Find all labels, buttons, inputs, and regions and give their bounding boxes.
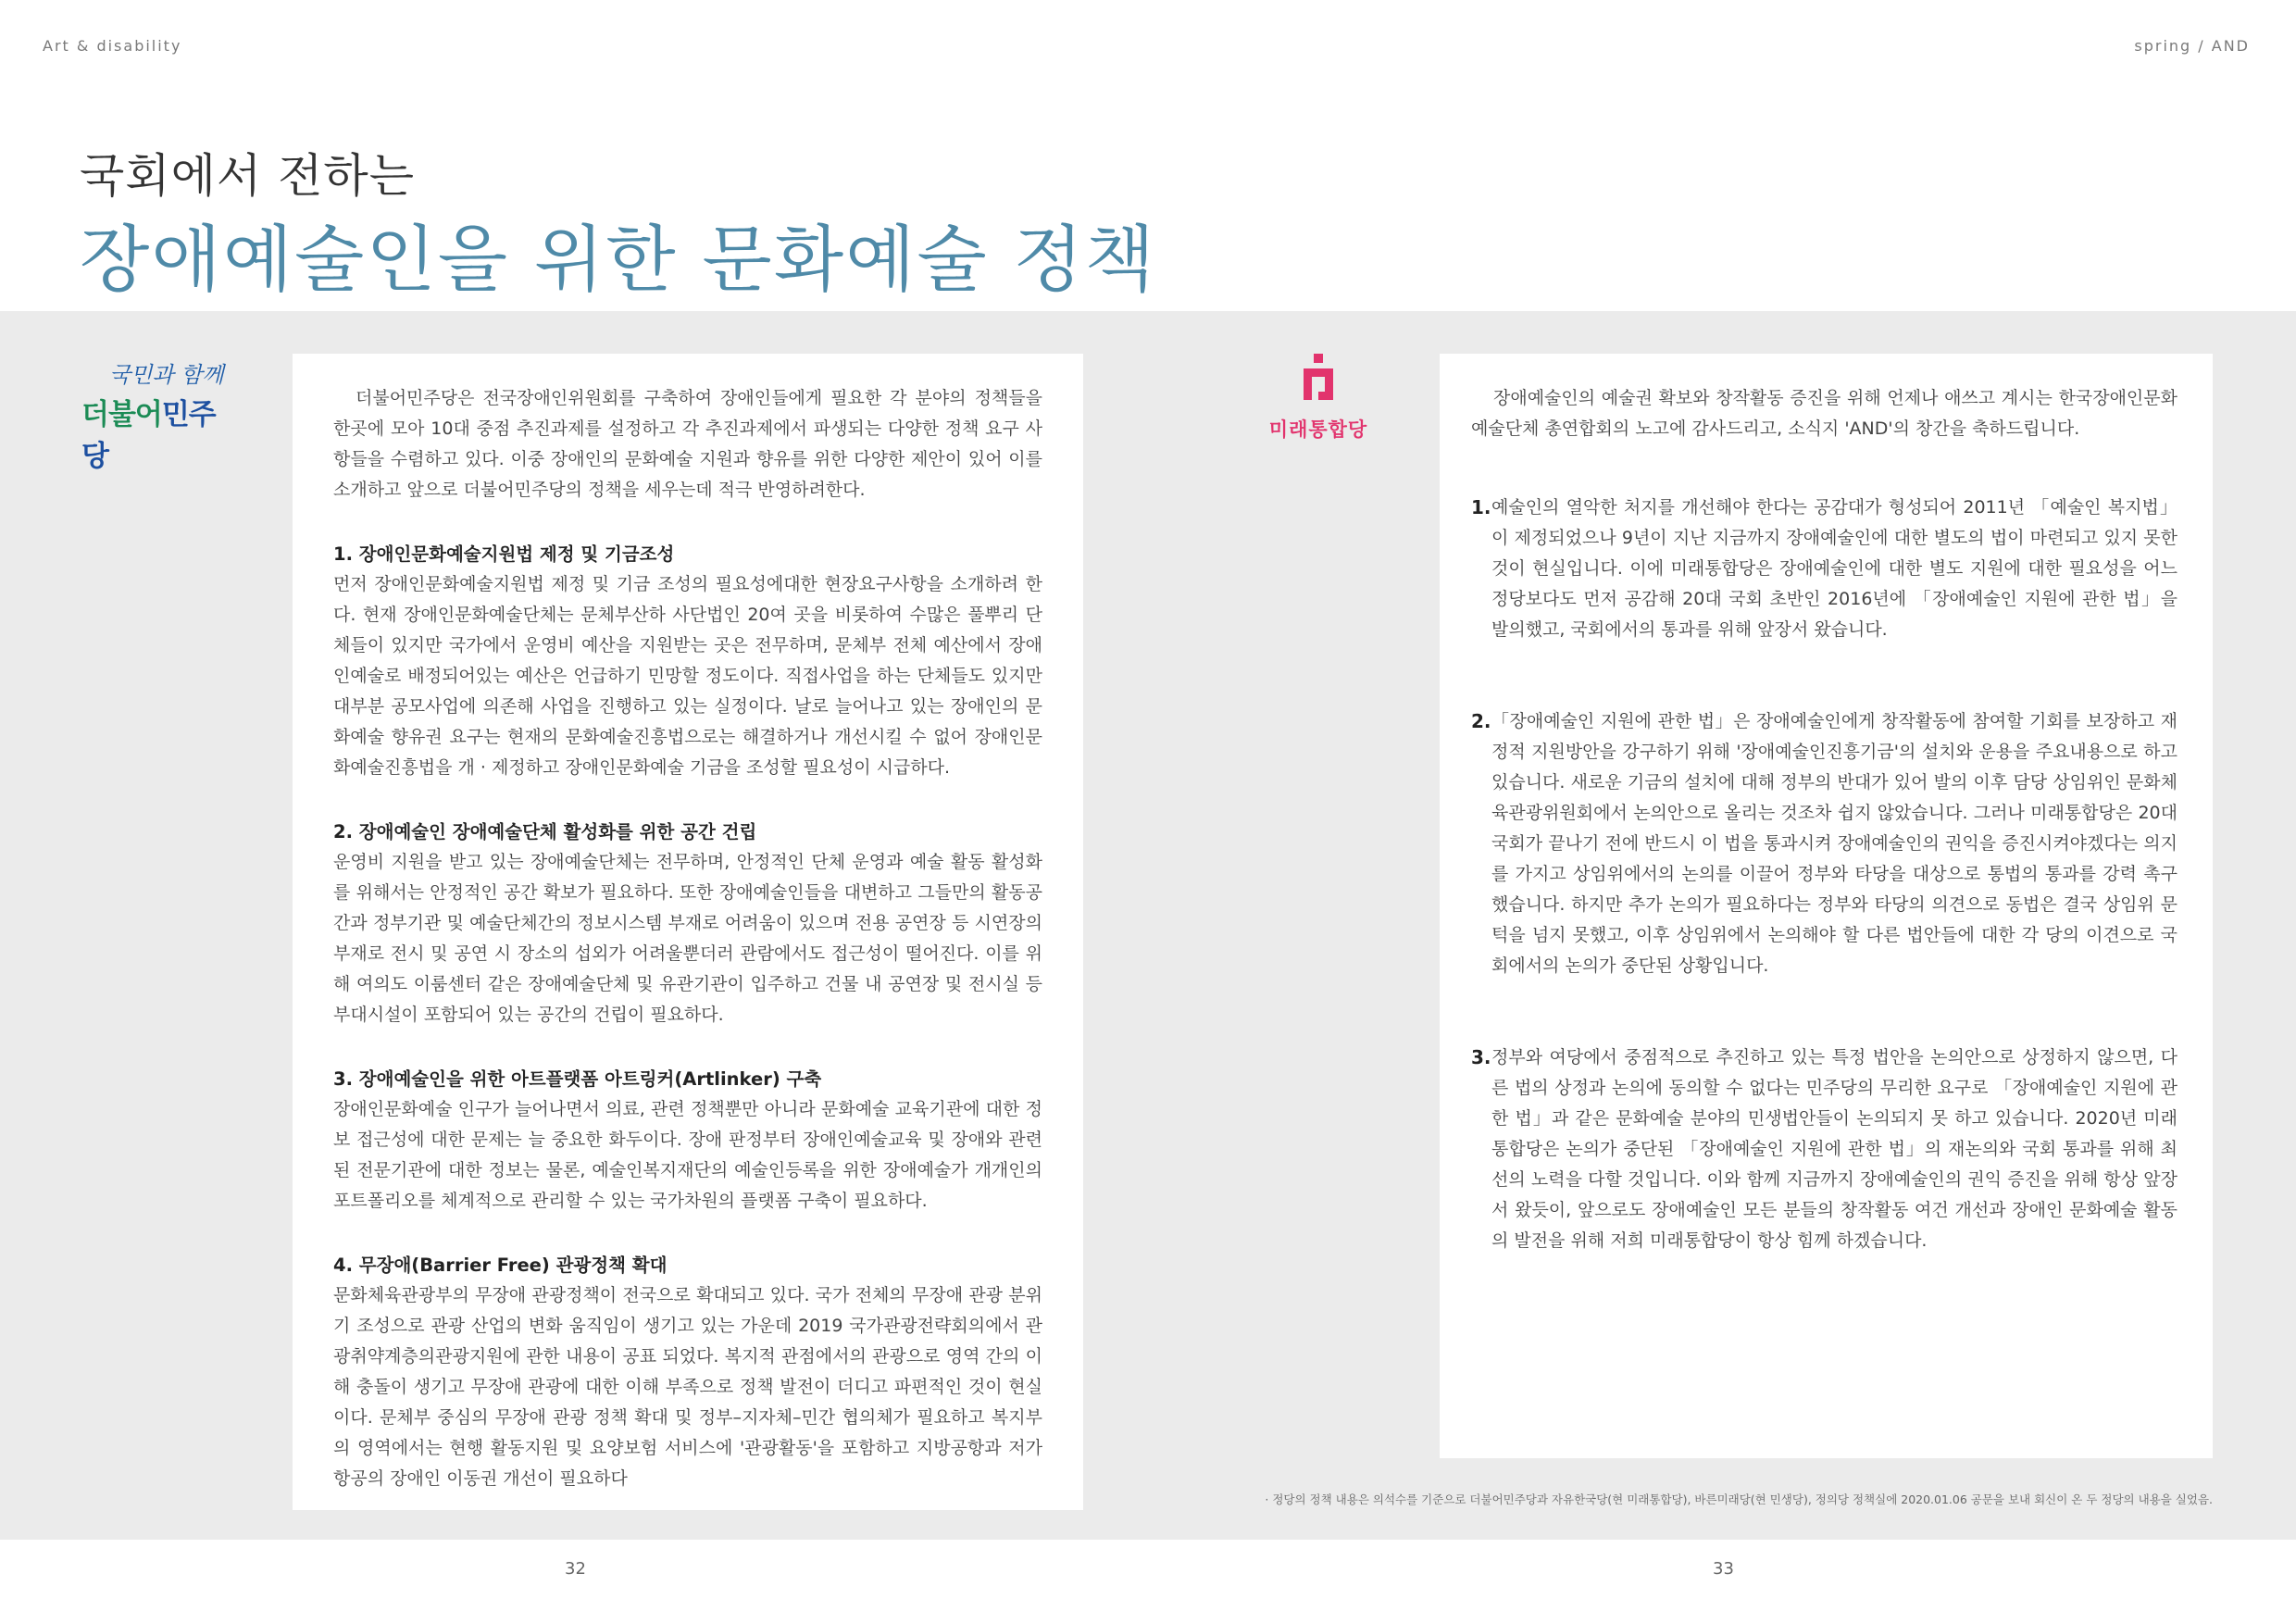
- article-title: 장애예술인을 위한 문화예술 정책: [80, 218, 1157, 302]
- article-subtitle: 국회에서 전하는: [80, 149, 415, 203]
- united-future-party-panel: [1440, 354, 2213, 1458]
- democratic-party-panel: [293, 354, 1083, 1510]
- section-body: 먼저 장애인문화예술지원법 제정 및 기금 조성의 필요성에대한 현장요구사항을 소개하려 한다. 현재 장애인문화예술단체는 문체부산하 사단법인 20여 곳을 비롯하여 수많은 풀뿌리 단체들이 있지만 국가에서 운영비 예산을 지원받는 곳은 전무하며, 문체부 전체 예산에서 장애인예술로 배정되어있는 예산은 언급하기 민망할 정도이다. 직접사업을 하는 단체들도 있지만 대부분 공모사업에 의존해 사업을 진행하고 있는 실정이다. 날로 늘어나고 있는 장애인의 문화예술 향유권 요구는 현재의 문화예술진흥법으로는 해결하거나 개선시킬 수 없어 장애인문화예술진흥법을 개 · 제정하고 장애인문화예술 기금을 조성할 필요성이 시급하다.: [333, 574, 1042, 778]
- party-emblem-icon: [1298, 354, 1339, 409]
- section-body: 장애인문화예술 인구가 늘어나면서 의료, 관련 정책뿐만 아니라 문화예술 교육기관에 대한 정보 접근성에 대한 문제는 늘 중요한 화두이다. 장애 판정부터 장애인예술교육 및 장애와 관련된 전문기관에 대한 정보는 물론, 예술인복지재단의 예술인등록을 위한 장애예술가 개개인의 포트폴리오를 체계적으로 관리할 수 있는 국가차원의 플랫폼 구축이 필요하다.: [333, 1099, 1042, 1211]
- section-heading: 2. 장애예술인 장애예술단체 활성화를 위한 공간 건립: [333, 821, 757, 843]
- section-heading: 3. 장애예술인을 위한 아트플랫폼 아트링커(Artlinker) 구축: [333, 1068, 822, 1090]
- democratic-party-logo: [81, 356, 235, 474]
- item-body: 정부와 여당에서 중점적으로 추진하고 있는 특정 법안을 논의안으로 상정하지 않으면, 다른 법의 상정과 논의에 동의할 수 없다는 민주당의 무리한 요구로 「장애예술인 지원에 관한 법」과 같은 문화예술 분야의 민생법안들이 논의되지 못 하고 있습니다. 2020년 미래통합당은 논의가 중단된 「장애예술인 지원에 관한 법」의 재논의와 국회 통과를 위해 최선의 노력을 다할 것입니다. 이와 함께 지금까지 장애예술인의 권익 증진을 위해 항상 앞장서 왔듯이, 앞으로도 장애예술인 모든 분들의 창작활동 여건 개선과 장애인 문화예술 활동의 발전을 위해 저희 미래통합당이 항상 힘께 하겠습니다.: [1491, 1047, 2177, 1251]
- item-number: 3.: [1471, 1046, 1491, 1068]
- logo-name: 미래통합당: [1268, 419, 1368, 441]
- item-number: 2.: [1471, 710, 1491, 732]
- logo-script: 국민과 함께: [109, 362, 224, 388]
- section-heading: 1. 장애인문화예술지원법 제정 및 기금조성: [333, 543, 675, 565]
- section-heading: 4. 무장애(Barrier Free) 관광정책 확대: [333, 1255, 668, 1276]
- item-body: 「장애예술인 지원에 관한 법」은 장애예술인에게 창작활동에 참여할 기회를 보장하고 재정적 지원방안을 강구하기 위해 '장애예술인진흥기금'의 설치와 운용을 주요내용으로 하고 있습니다. 새로운 기금의 설치에 대해 정부의 반대가 있어 발의 이후 담당 상임위인 문화체육관광위원회에서 논의안으로 올리는 것조차 쉽지 않았습니다. 그러나 미래통합당은 20대 국회가 끝나기 전에 반드시 이 법을 통과시켜 장애예술인의 권익을 증진시켜야겠다는 의지를 가지고 상임위에서의 논의를 이끌어 정부와 타당을 대상으로 통법의 통과를 강력 촉구했습니다. 하지만 추가 논의가 필요하다는 정부와 타당의 의견으로 동법은 결국 상임위 문턱을 넘지 못했고, 이후 상임위에서 논의해야 할 다른 법안들에 대한 각 당의 이견으로 국회에서의 논의가 중단된 상황입니다.: [1491, 711, 2177, 976]
- logo-name-part-a: 더불어: [81, 398, 162, 431]
- united-future-party-logo: [1263, 354, 1374, 443]
- intro-paragraph: 장애예술인의 예술권 확보와 창작활동 증진을 위해 언제나 애쓰고 계시는 한국장애인문화예술단체 총연합회의 노고에 감사드리고, 소식지 'AND'의 창간을 축하드립니다.: [1471, 388, 2177, 439]
- page-number-right: 33: [1713, 1559, 1734, 1579]
- numbered-item: [1471, 493, 2177, 645]
- logo-name: [81, 391, 235, 474]
- running-header-left: Art & disability: [43, 37, 182, 55]
- intro-paragraph: 더불어민주당은 전국장애인위원회를 구축하여 장애인들에게 필요한 각 분야의 정책들을 한곳에 모아 10대 중점 추진과제를 설정하고 각 추진과제에서 파생되는 다양한 정책 요구 사항들을 수렴하고 있다. 이중 장애인의 문화예술 지원과 향유를 위한 다양한 제안이 있어 이를 소개하고 앞으로 더불어민주당의 정책을 세우는데 적극 반영하려한다.: [333, 388, 1042, 500]
- numbered-item: [1471, 1042, 2177, 1256]
- footnote: · 정당의 정책 내용은 의석수를 기준으로 더불어민주당과 자유한국당(현 미래통합당), 바른미래당(현 민생당), 정의당 정책실에 2020.01.06 공문을 보내 회신이 온 두 정당의 내용을 실었음.: [1265, 1492, 2213, 1506]
- section-body: 운영비 지원을 받고 있는 장애예술단체는 전무하며, 안정적인 단체 운영과 예술 활동 활성화를 위해서는 안정적인 공간 확보가 필요하다. 또한 장애예술인들을 대변하고 그들만의 활동공간과 정부기관 및 예술단체간의 정보시스템 부재로 어려움이 있으며 전용 공연장 등 시연장의 부재로 전시 및 공연 시 장소의 섭외가 어려울뿐더러 관람에서도 접근성이 떨어진다. 이를 위해 여의도 이룸센터 같은 장애예술단체 및 유관기관이 입주하고 건물 내 공연장 및 전시실 등 부대시설이 포함되어 있는 공간의 건립이 필요하다.: [333, 852, 1042, 1025]
- running-header-right: spring / AND: [2134, 37, 2250, 55]
- logo-name-part-b: 민주당: [81, 398, 216, 472]
- item-body: 예술인의 열악한 처지를 개선해야 한다는 공감대가 형성되어 2011년 「예술인 복지법」이 제정되었으나 9년이 지난 지금까지 장애예술인에 대한 별도의 법이 마련되고 있지 못한 것이 현실입니다. 이에 미래통합당은 장애예술인에 대한 별도 지원에 대한 필요성을 어느 정당보다도 먼저 공감해 20대 국회 초반인 2016년에 「장애예술인 지원에 관한 법」을 발의했고, 국회에서의 통과를 위해 앞장서 왔습니다.: [1491, 497, 2177, 640]
- section-body: 문화체육관광부의 무장애 관광정책이 전국으로 확대되고 있다. 국가 전체의 무장애 관광 분위기 조성으로 관광 산업의 변화 움직임이 생기고 있는 가운데 2019 국가관광전략회의에서 관광취약계층의관광지원에 관한 내용이 공표 되었다. 복지적 관점에서의 관광으로 영역 간의 이해 충돌이 생기고 무장애 관광에 대한 이해 부족으로 정책 발전이 더디고 파편적인 것이 현실이다. 문체부 중심의 무장애 관광 정책 확대 및 정부–지자체–민간 협의체가 필요하고 복지부의 영역에서는 현행 활동지원 및 요양보험 서비스에 '관광활동'을 포함하고 지방공항과 저가항공의 장애인 이동권 개선이 필요하다: [333, 1285, 1042, 1489]
- page-number-left: 32: [565, 1559, 586, 1579]
- item-number: 1.: [1471, 496, 1491, 518]
- numbered-item: [1471, 706, 2177, 981]
